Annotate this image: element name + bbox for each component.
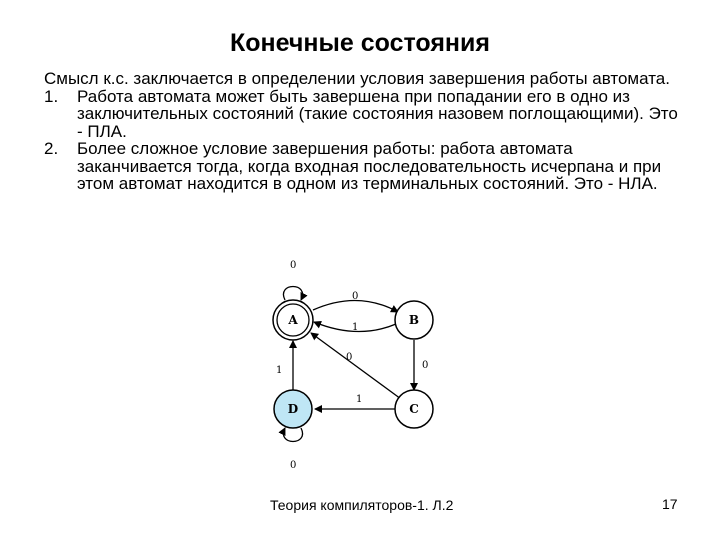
list-item-text: Более сложное условие завершения работы: работа автомата заканчивается тогда, когда входная последовательность исчерпана и при этом автомат находится в одном из терминальных состояний. Это - НЛА. xyxy=(77,139,662,193)
edge-label-d-a: 1 xyxy=(276,365,283,376)
list-item-text: Работа автомата может быть завершена при попадании его в одно из заключительных состояний (такие состояния назовем поглощающими). Это - ПЛА. xyxy=(77,86,678,141)
edge-c-a xyxy=(311,333,401,399)
list-item xyxy=(44,140,684,193)
state-diagram xyxy=(258,252,458,477)
state-node-c xyxy=(395,390,433,428)
state-node-b xyxy=(395,301,433,339)
edge-a-b xyxy=(313,300,398,312)
list-item-number: 2. xyxy=(44,139,59,158)
slide-footer: Теория компиляторов-1. Л.2 xyxy=(270,497,454,513)
edge-d-d-loop xyxy=(283,428,302,442)
slide-title: Конечные состояния xyxy=(230,29,490,57)
list-item-number: 1. xyxy=(44,86,59,106)
state-label-a: A xyxy=(288,313,298,327)
edge-label-b-c: 0 xyxy=(422,360,429,371)
state-label-c: C xyxy=(409,402,419,416)
numbered-list xyxy=(44,88,684,193)
intro-paragraph: Смысл к.с. заключается в определении условия завершения работы автомата. xyxy=(44,69,670,88)
list-item xyxy=(44,88,684,141)
edge-a-a-loop xyxy=(283,287,302,301)
state-node-d xyxy=(274,390,312,428)
edge-label-d-d: 0 xyxy=(290,460,297,471)
state-node-a xyxy=(273,300,313,340)
edge-label-b-a: 1 xyxy=(352,322,359,333)
page-number: 17 xyxy=(662,496,678,512)
edge-label-a-b: 0 xyxy=(352,291,359,302)
slide-body xyxy=(44,70,684,193)
edge-label-a-a: 0 xyxy=(290,260,297,271)
edge-label-c-a: 0 xyxy=(346,352,353,363)
edge-label-c-d: 1 xyxy=(356,394,363,405)
state-label-b: B xyxy=(408,313,420,327)
state-label-d: D xyxy=(287,402,299,416)
